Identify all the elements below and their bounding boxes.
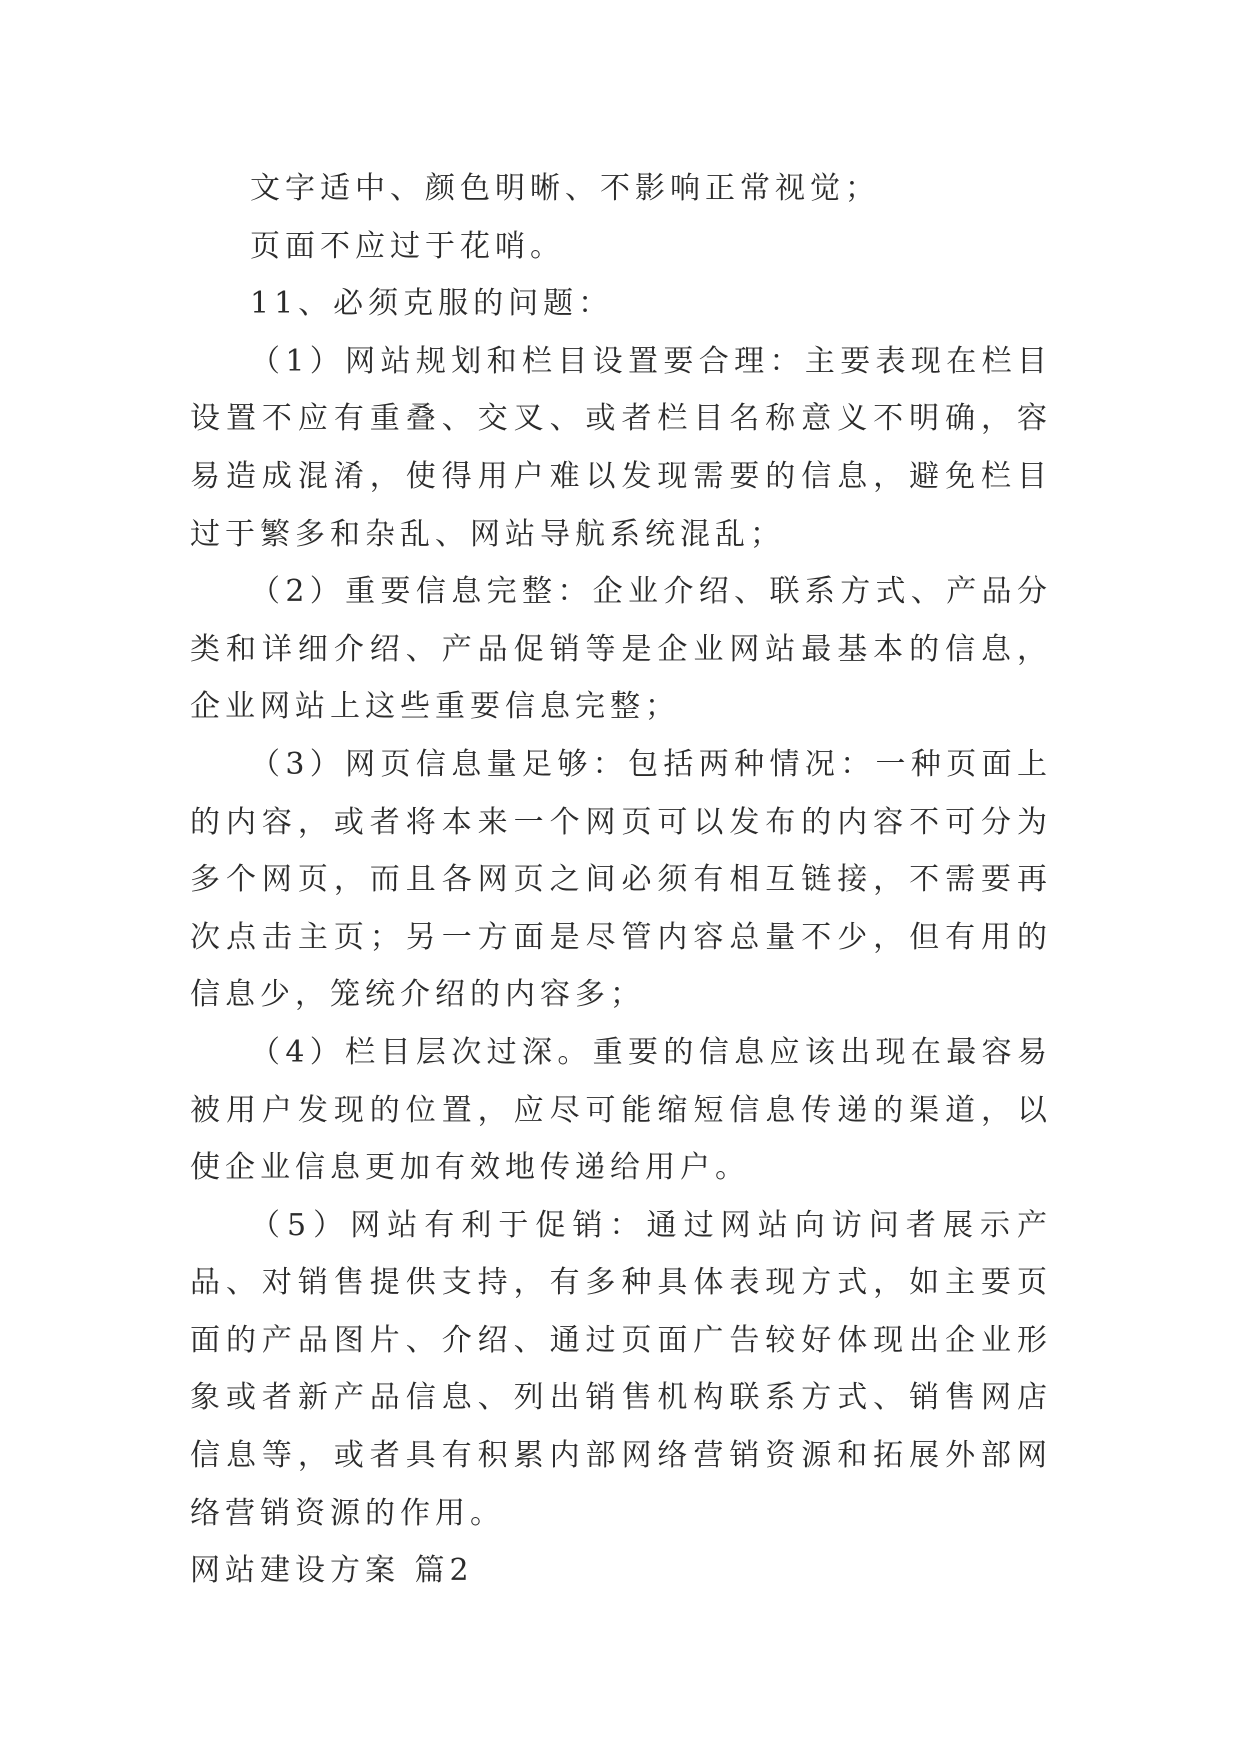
paragraph-item-4: （4）栏目层次过深。重要的信息应该出现在最容易被用户发现的位置，应尽可能缩短信息传递的渠道，以使企业信息更加有效地传递给用户。 (190, 1034, 1052, 1186)
section-heading: 网站建设方案 篇2 (190, 1553, 474, 1589)
document-body (190, 160, 1052, 1600)
paragraph-item-1: （1）网站规划和栏目设置要合理：主要表现在栏目设置不应有重叠、交叉、或者栏目名称意义不明确，容易造成混淆，使得用户难以发现需要的信息，避免栏目过于繁多和杂乱、网站导航系统混乱； (190, 343, 1052, 552)
paragraph-problems-title: 11、必须克服的问题： (250, 286, 614, 322)
paragraph-item-3: （3）网页信息量足够：包括两种情况：一种页面上的内容，或者将本来一个网页可以发布的内容不可分为多个网页，而且各网页之间必须有相互链接，不需要再次点击主页；另一方面是尽管内容总量不少，但有用的信息少，笼统介绍的内容多； (190, 746, 1052, 1013)
paragraph-page-style: 页面不应过于花哨。 (250, 228, 565, 264)
paragraph-text-style: 文字适中、颜色明晰、不影响正常视觉； (250, 171, 880, 206)
paragraph-item-2: （2）重要信息完整：企业介绍、联系方式、产品分类和详细介绍、产品促销等是企业网站最基本的信息，企业网站上这些重要信息完整； (190, 574, 1052, 725)
paragraph-item-5: （5）网站有利于促销：通过网站向访问者展示产品、对销售提供支持，有多种具体表现方式，如主要页面的产品图片、介绍、通过页面广告较好体现出企业形象或者新产品信息、列出销售机构联系方式、销售网店信息等，或者具有积累内部网络营销资源和拓展外部网络营销资源的作用。 (190, 1207, 1052, 1531)
